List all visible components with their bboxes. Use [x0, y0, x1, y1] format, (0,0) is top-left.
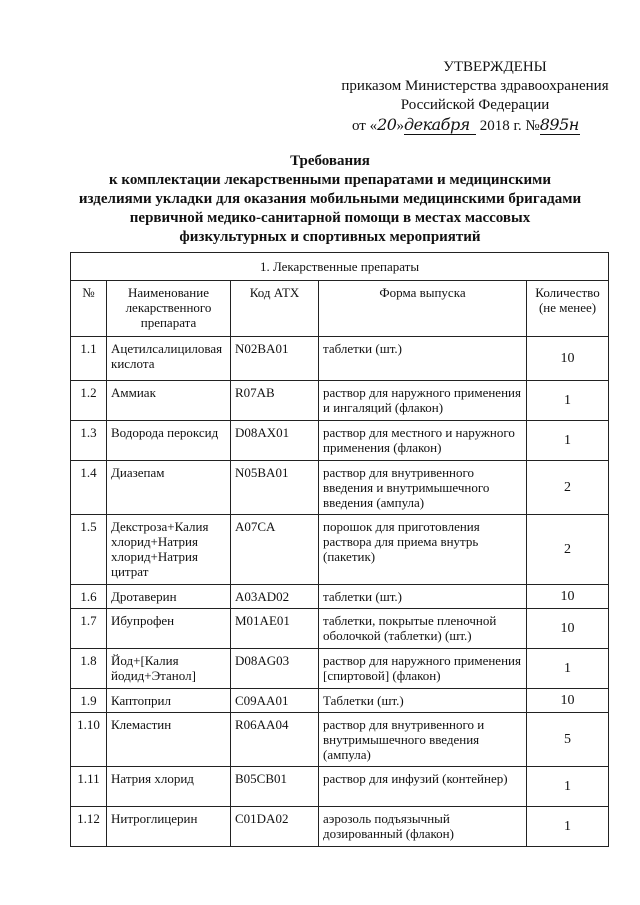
- row-drug-name: Клемастин: [107, 713, 231, 767]
- date-mid: »: [396, 118, 404, 134]
- row-atc-code: D08AX01: [231, 421, 319, 461]
- year-text: 2018 г. №: [479, 118, 540, 134]
- row-quantity: 1: [527, 421, 609, 461]
- row-atc-code: C01DA02: [231, 807, 319, 847]
- row-num: 1.5: [71, 515, 107, 585]
- row-num: 1.9: [71, 689, 107, 713]
- row-release-form: аэрозоль подъязычный дозированный (флакон): [319, 807, 527, 847]
- row-num: 1.2: [71, 381, 107, 421]
- row-quantity: 1: [527, 649, 609, 689]
- row-quantity: 10: [527, 609, 609, 649]
- table-row: [71, 515, 609, 585]
- row-atc-code: R06AA04: [231, 713, 319, 767]
- row-quantity: 10: [527, 585, 609, 609]
- approval-ministry: приказом Министерства здравоохранения: [341, 78, 609, 94]
- row-atc-code: N02BA01: [231, 337, 319, 381]
- date-prefix: от «: [352, 118, 378, 134]
- row-quantity: 2: [527, 461, 609, 515]
- row-num: 1.10: [71, 713, 107, 767]
- row-drug-name: Йод+[Калия йодид+Этанол]: [107, 649, 231, 689]
- approval-title: УТВЕРЖДЕНЫ: [443, 59, 547, 75]
- row-release-form: раствор для наружного применения [спиртовой] (флакон): [319, 649, 527, 689]
- row-atc-code: N05BA01: [231, 461, 319, 515]
- approval-country: Российской Федерации: [400, 97, 550, 113]
- row-release-form: раствор для наружного применения и ингаляций (флакон): [319, 381, 527, 421]
- table-row: [71, 337, 609, 381]
- row-num: 1.6: [71, 585, 107, 609]
- table-row: [71, 609, 609, 649]
- row-quantity: 2: [527, 515, 609, 585]
- row-quantity: 10: [527, 337, 609, 381]
- title-line-5: физкультурных и спортивных мероприятий: [179, 229, 481, 245]
- row-num: 1.11: [71, 767, 107, 807]
- row-num: 1.7: [71, 609, 107, 649]
- table-row: [71, 461, 609, 515]
- row-atc-code: A03AD02: [231, 585, 319, 609]
- row-quantity: 10: [527, 689, 609, 713]
- row-drug-name: Декстроза+Калия хлорид+Натрия хлорид+Натрия цитрат: [107, 515, 231, 585]
- handwritten-month: декабря: [403, 115, 470, 134]
- document-title: [60, 152, 600, 247]
- table-row: [71, 689, 609, 713]
- month-blank: [404, 117, 476, 135]
- medications-table-container: [70, 252, 608, 847]
- medications-table: [70, 252, 609, 847]
- row-release-form: раствор для внутривенного введения и внутримышечного введения (ампула): [319, 461, 527, 515]
- row-release-form: Таблетки (шт.): [319, 689, 527, 713]
- table-row: [71, 713, 609, 767]
- row-drug-name: Диазепам: [107, 461, 231, 515]
- column-header-row: [71, 281, 609, 337]
- table-row: [71, 807, 609, 847]
- row-atc-code: A07CA: [231, 515, 319, 585]
- row-release-form: раствор для внутривенного и внутримышечного введения (ампула): [319, 713, 527, 767]
- row-drug-name: Ибупрофен: [107, 609, 231, 649]
- table-row: [71, 649, 609, 689]
- title-line-2: к комплектации лекарственными препаратами и медицинскими: [108, 172, 551, 188]
- row-drug-name: Ацетилсалициловая кислота: [107, 337, 231, 381]
- approval-stamp: [330, 58, 620, 136]
- approval-date-line: [330, 115, 620, 136]
- row-drug-name: Дротаверин: [107, 585, 231, 609]
- row-release-form: раствор для инфузий (контейнер): [319, 767, 527, 807]
- header-name: Наименование лекарственного препарата: [107, 281, 231, 337]
- row-drug-name: Каптоприл: [107, 689, 231, 713]
- row-num: 1.3: [71, 421, 107, 461]
- title-line-3: изделиями укладки для оказания мобильными медицинскими бригадами: [78, 191, 582, 207]
- handwritten-number: 895н: [539, 115, 579, 134]
- table-row: [71, 767, 609, 807]
- row-atc-code: C09AA01: [231, 689, 319, 713]
- row-release-form: раствор для местного и наружного применения (флакон): [319, 421, 527, 461]
- section-title: 1. Лекарственные препараты: [71, 253, 609, 281]
- row-release-form: таблетки, покрытые пленочной оболочкой (таблетки) (шт.): [319, 609, 527, 649]
- table-row: [71, 381, 609, 421]
- row-num: 1.4: [71, 461, 107, 515]
- row-atc-code: M01AE01: [231, 609, 319, 649]
- row-drug-name: Водорода пероксид: [107, 421, 231, 461]
- title-line-1: Требования: [290, 153, 370, 169]
- row-release-form: порошок для приготовления раствора для приема внутрь (пакетик): [319, 515, 527, 585]
- row-quantity: 1: [527, 767, 609, 807]
- row-num: 1.8: [71, 649, 107, 689]
- title-line-4: первичной медико-санитарной помощи в местах массовых: [129, 210, 531, 226]
- handwritten-day: 20: [377, 115, 397, 134]
- row-quantity: 1: [527, 381, 609, 421]
- row-release-form: таблетки (шт.): [319, 337, 527, 381]
- row-drug-name: Натрия хлорид: [107, 767, 231, 807]
- section-header-row: [71, 253, 609, 281]
- table-row: [71, 421, 609, 461]
- table-row: [71, 585, 609, 609]
- header-num: №: [71, 281, 107, 337]
- row-num: 1.12: [71, 807, 107, 847]
- row-atc-code: D08AG03: [231, 649, 319, 689]
- header-form: Форма выпуска: [319, 281, 527, 337]
- row-drug-name: Аммиак: [107, 381, 231, 421]
- row-quantity: 5: [527, 713, 609, 767]
- row-release-form: таблетки (шт.): [319, 585, 527, 609]
- number-blank: [540, 117, 580, 135]
- row-atc-code: B05CB01: [231, 767, 319, 807]
- header-atc: Код АТХ: [231, 281, 319, 337]
- header-qty: Количество (не менее): [527, 281, 609, 337]
- row-drug-name: Нитроглицерин: [107, 807, 231, 847]
- row-atc-code: R07AB: [231, 381, 319, 421]
- row-num: 1.1: [71, 337, 107, 381]
- row-quantity: 1: [527, 807, 609, 847]
